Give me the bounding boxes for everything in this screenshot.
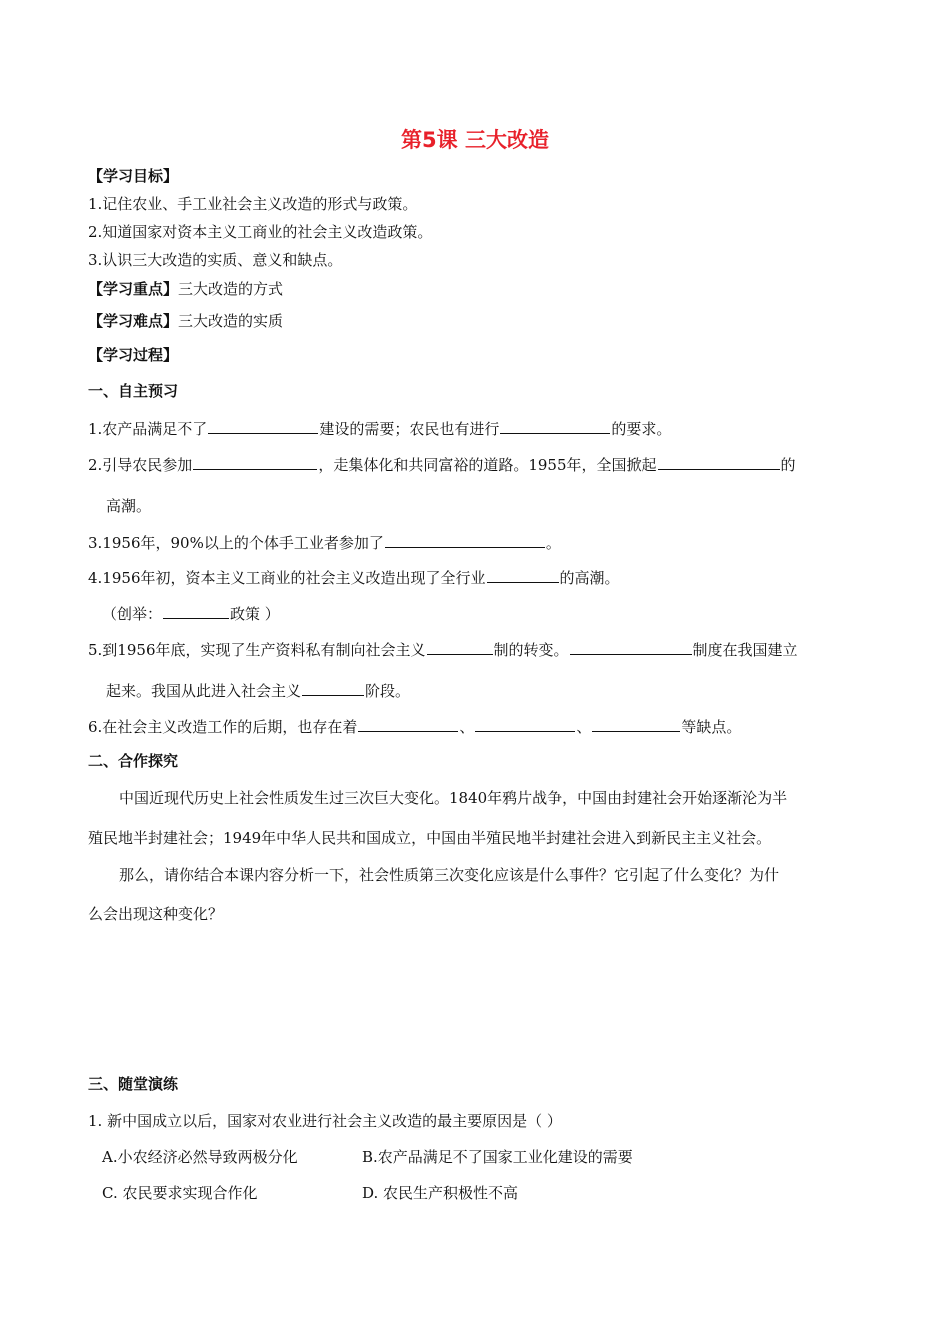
inquiry-paragraph-1-line-1: 中国近现代历史上社会性质发生过三次巨大变化。1840年鸦片战争，中国由封建社会开始逐渐沦为半 xyxy=(119,789,788,807)
difficulty-text: 三大改造的实质 xyxy=(178,312,284,330)
q5-text-d: 起来。我国从此进入社会主义 xyxy=(106,682,302,700)
inquiry-paragraph-2-line-1: 那么，请你结合本课内容分析一下，社会性质第三次变化应该是什么事件？它引起了什么变化？为什 xyxy=(119,866,780,884)
q3-text-b: 。 xyxy=(545,534,561,552)
section3-heading: 三、随堂演练 xyxy=(88,1075,179,1093)
inquiry-paragraph-1-line-2: 殖民地半封建社会；1949年中华人民共和国成立，中国由半殖民地半封建社会进入到新民主主义社会。 xyxy=(88,829,772,847)
q2-text-c: 的 xyxy=(780,456,796,474)
q3-text-a: 3.1956年，90%以上的个体手工业者参加了 xyxy=(88,534,384,552)
preview-question-3 xyxy=(88,532,561,553)
answer-blank[interactable] xyxy=(385,532,545,548)
option-a[interactable]: A.小农经济必然导致两极分化 xyxy=(102,1148,298,1166)
q4-text-a: 4.1956年初，资本主义工商业的社会主义改造出现了全行业 xyxy=(88,569,486,587)
q1-text-c: 的要求。 xyxy=(611,420,672,438)
option-d[interactable]: D. 农民生产积极性不高 xyxy=(362,1184,519,1202)
q5-text-e: 阶段。 xyxy=(365,682,411,700)
answer-blank[interactable] xyxy=(658,454,780,470)
page-title: 第5课 三大改造 xyxy=(401,128,549,152)
objective-item-3: 3.认识三大改造的实质、意义和缺点。 xyxy=(88,251,343,269)
difficulty-label: 【学习难点】 xyxy=(88,312,179,330)
preview-question-5 xyxy=(88,639,798,660)
focus-label: 【学习重点】 xyxy=(88,280,179,298)
preview-question-2-cont: 高潮。 xyxy=(106,497,152,515)
answer-blank[interactable] xyxy=(358,716,458,732)
answer-blank[interactable] xyxy=(163,603,229,619)
focus-text: 三大改造的方式 xyxy=(178,280,284,298)
preview-question-1 xyxy=(88,418,671,439)
answer-blank[interactable] xyxy=(500,418,610,434)
option-c[interactable]: C. 农民要求实现合作化 xyxy=(102,1184,258,1202)
answer-blank[interactable] xyxy=(427,639,493,655)
answer-blank[interactable] xyxy=(208,418,318,434)
q5-text-a: 5.到1956年底，实现了生产资料私有制向社会主义 xyxy=(88,641,426,659)
answer-blank[interactable] xyxy=(592,716,680,732)
objectives-heading: 【学习目标】 xyxy=(88,167,179,185)
objective-item-2: 2.知道国家对资本主义工商业的社会主义改造政策。 xyxy=(88,223,433,241)
answer-blank[interactable] xyxy=(487,567,559,583)
answer-blank[interactable] xyxy=(570,639,692,655)
preview-question-4 xyxy=(88,567,620,588)
answer-blank[interactable] xyxy=(475,716,575,732)
section2-heading: 二、合作探究 xyxy=(88,752,179,770)
q2-text-b: ，走集体化和共同富裕的道路。1955年，全国掀起 xyxy=(318,456,657,474)
section1-heading: 一、自主预习 xyxy=(88,382,179,400)
q4-text-d: 政策 ） xyxy=(230,605,280,623)
objective-item-1: 1.记住农业、手工业社会主义改造的形式与政策。 xyxy=(88,195,418,213)
q2-text-a: 2.引导农民参加 xyxy=(88,456,193,474)
q5-text-c: 制度在我国建立 xyxy=(692,641,798,659)
preview-question-6 xyxy=(88,716,741,737)
q6-text-a: 6.在社会主义改造工作的后期，也存在着 xyxy=(88,718,358,736)
process-heading: 【学习过程】 xyxy=(88,346,179,364)
option-b[interactable]: B.农产品满足不了国家工业化建设的需要 xyxy=(362,1148,633,1166)
q6-text-b: 等缺点。 xyxy=(681,718,742,736)
q6-separator: 、 xyxy=(459,718,475,736)
preview-question-4-cont xyxy=(102,603,280,624)
inquiry-paragraph-2-line-2: 么会出现这种变化？ xyxy=(88,905,224,923)
q6-separator: 、 xyxy=(576,718,592,736)
focus-line xyxy=(88,279,283,299)
difficulty-line xyxy=(88,311,283,331)
preview-question-5-cont xyxy=(106,680,410,701)
q5-text-b: 制的转变。 xyxy=(493,641,569,659)
answer-blank[interactable] xyxy=(193,454,317,470)
q4-text-b: 的高潮。 xyxy=(559,569,620,587)
q4-text-c: （创举： xyxy=(102,605,163,623)
quiz-question-1: 1. 新中国成立以后，国家对农业进行社会主义改造的最主要原因是（ ） xyxy=(88,1112,562,1130)
preview-question-2 xyxy=(88,454,796,475)
q1-text-a: 1.农产品满足不了 xyxy=(88,420,208,438)
answer-blank[interactable] xyxy=(302,680,364,696)
q1-text-b: 建设的需要；农民也有进行 xyxy=(319,420,500,438)
